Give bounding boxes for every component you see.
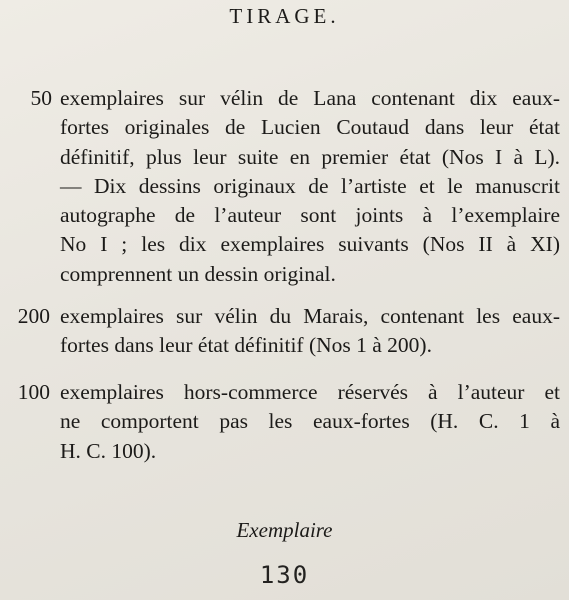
entry-text [60, 378, 560, 466]
entry-number: 100 [17, 380, 50, 404]
exemplaire-label: Exemplaire [236, 518, 333, 542]
entry-text [60, 84, 560, 289]
entry-line: exemplaires sur vélin du Marais, contenant les eaux- [60, 304, 560, 328]
entry-line: No I ; les dix exemplaires suivants (Nos II à XI) [60, 232, 560, 257]
entry-line: fortes dans leur état définitif (Nos 1 à 200). [60, 333, 432, 358]
entry-number: 50 [30, 86, 52, 110]
entry-line: — Dix dessins originaux de l’artiste et le manuscrit [60, 173, 560, 198]
entry-line: autographe de l’auteur sont joints à l’exemplaire [60, 203, 560, 228]
entry-line: exemplaires sur vélin de Lana contenant dix eaux- [60, 86, 560, 110]
entry-line: comprennent un dessin original. [60, 261, 336, 286]
entry-line: ne comportent pas les eaux-fortes (H. C. 1 à [60, 409, 560, 434]
entry-line: H. C. 100). [60, 438, 157, 463]
entry-number: 200 [17, 304, 50, 328]
exemplaire-number: 130 [259, 561, 310, 589]
entry-text [60, 302, 560, 361]
entry-line: fortes originales de Lucien Coutaud dans leur état [60, 115, 560, 140]
entry-line: exemplaires hors-commerce réservés à l’auteur et [60, 380, 560, 404]
page-title: TIRAGE. [229, 4, 340, 28]
entry-line: définitif, plus leur suite en premier état (Nos I à L). [60, 144, 560, 169]
